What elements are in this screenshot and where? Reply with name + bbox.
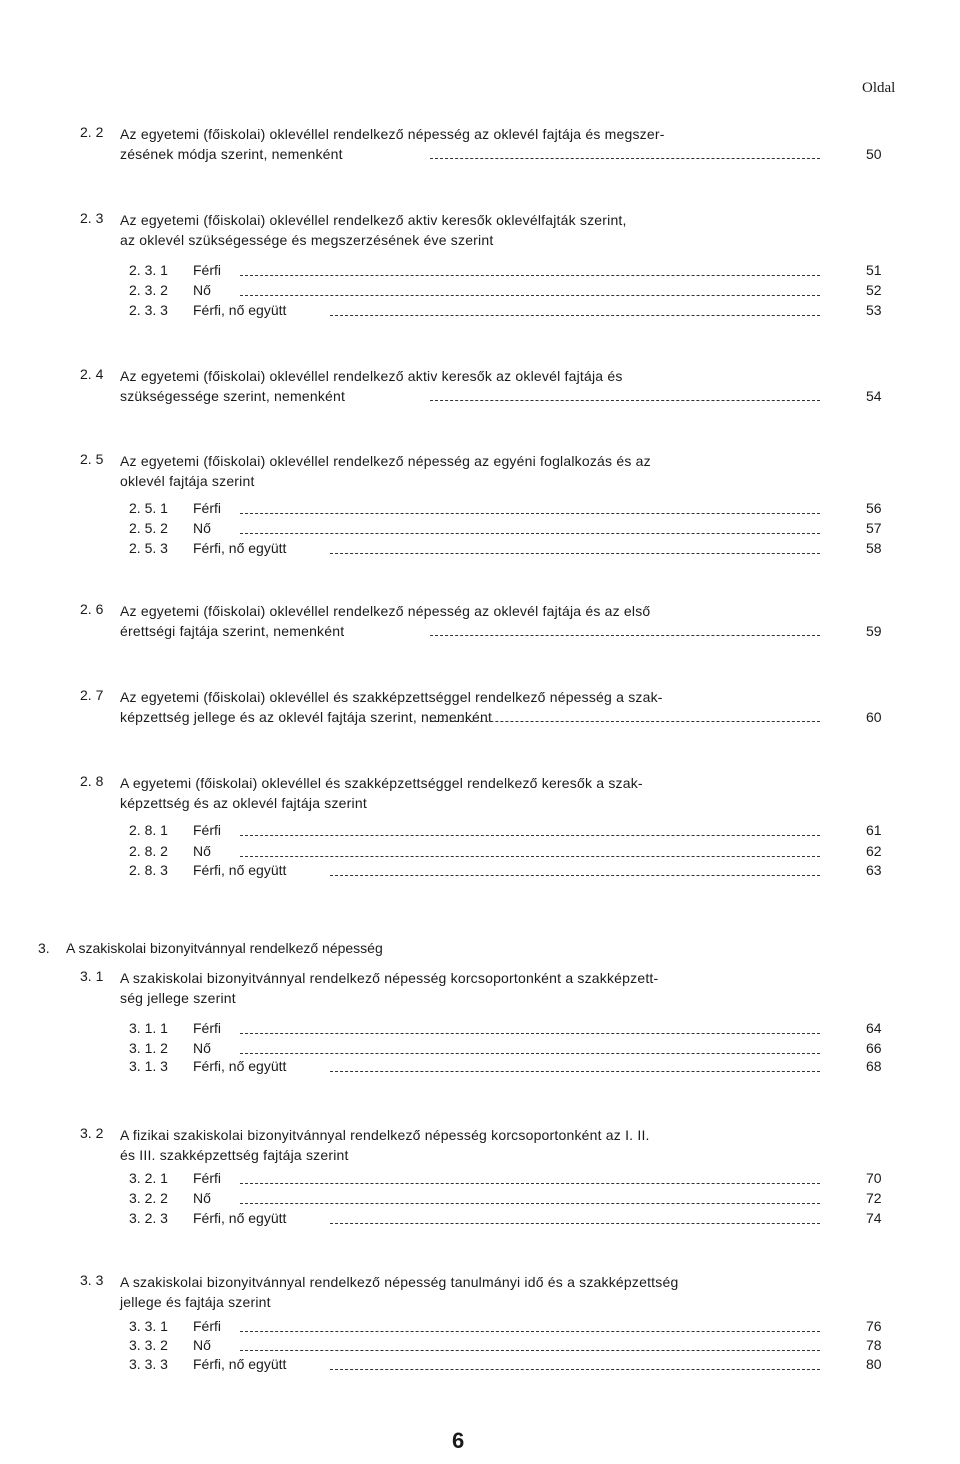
subsection-code: 3. 3. 2 xyxy=(129,1337,168,1353)
subsection-page-number: 62 xyxy=(866,843,882,859)
subsection-label: Nő xyxy=(193,282,211,298)
subsection-code: 3. 1. 3 xyxy=(129,1058,168,1074)
section-title-line: érettségi fajtája szerint, nemenként xyxy=(120,623,345,639)
subsection-page-number: 58 xyxy=(866,540,882,556)
section-title-line: az oklevél szükségessége és megszerzésének éve szerint xyxy=(120,232,494,248)
subsection-label: Férfi, nő együtt xyxy=(193,1210,287,1226)
subsection-code: 3. 2. 1 xyxy=(129,1170,168,1186)
subsection-page-number: 64 xyxy=(866,1020,882,1036)
subsection-page-number: 66 xyxy=(866,1040,882,1056)
subsection-page-number: 80 xyxy=(866,1356,882,1372)
section-title-line: képzettség jellege és az oklevél fajtája szerint, nemenként xyxy=(120,709,493,725)
subsection-code: 3. 2. 3 xyxy=(129,1210,168,1226)
leader-dots xyxy=(240,856,820,857)
leader-dots xyxy=(240,1331,820,1332)
section-number: 3. 3 xyxy=(80,1272,104,1288)
leader-dots xyxy=(430,635,820,636)
subsection-code: 3. 3. 3 xyxy=(129,1356,168,1372)
leader-dots xyxy=(430,158,820,159)
leader-dots xyxy=(330,553,820,554)
leader-dots xyxy=(240,1350,820,1351)
section-title-line: ség jellege szerint xyxy=(120,990,236,1006)
leader-dots xyxy=(240,295,820,296)
section-title-line: A fizikai szakiskolai bizonyitvánnyal rendelkező népesség korcsoportonként az I. II. xyxy=(120,1127,650,1143)
section-title-line: A szakiskolai bizonyitvánnyal rendelkező népesség korcsoportonként a szakképzett- xyxy=(120,970,659,986)
subsection-code: 3. 2. 2 xyxy=(129,1190,168,1206)
section-title-line: jellege és fajtája szerint xyxy=(120,1294,271,1310)
subsection-label: Férfi, nő együtt xyxy=(193,1356,287,1372)
subsection-label: Férfi xyxy=(193,262,221,278)
chapter-number: 3. xyxy=(38,940,50,956)
section-number: 2. 2 xyxy=(80,124,104,140)
subsection-label: Nő xyxy=(193,1040,211,1056)
subsection-code: 2. 3. 2 xyxy=(129,282,168,298)
subsection-page-number: 53 xyxy=(866,302,882,318)
subsection-code: 3. 3. 1 xyxy=(129,1318,168,1334)
section-title-line: Az egyetemi (főiskolai) oklevéllel rendelkező népesség az oklevél fajtája és az első xyxy=(120,603,651,619)
leader-dots xyxy=(240,533,820,534)
section-number: 3. 2 xyxy=(80,1125,104,1141)
subsection-code: 2. 3. 3 xyxy=(129,302,168,318)
subsection-code: 3. 1. 1 xyxy=(129,1020,168,1036)
leader-dots xyxy=(430,400,820,401)
subsection-code: 2. 8. 1 xyxy=(129,822,168,838)
section-number: 2. 6 xyxy=(80,601,104,617)
subsection-code: 3. 1. 2 xyxy=(129,1040,168,1056)
section-page-number: 60 xyxy=(866,709,882,725)
section-title-line: A egyetemi (főiskolai) oklevéllel és szakképzettséggel rendelkező keresők a szak- xyxy=(120,775,643,791)
subsection-label: Férfi xyxy=(193,822,221,838)
leader-dots xyxy=(240,1183,820,1184)
leader-dots xyxy=(330,875,820,876)
leader-dots xyxy=(330,1223,820,1224)
leader-dots xyxy=(330,1369,820,1370)
section-title-line: képzettség és az oklevél fajtája szerint xyxy=(120,795,367,811)
subsection-page-number: 57 xyxy=(866,520,882,536)
section-title-line: A szakiskolai bizonyitvánnyal rendelkező népesség tanulmányi idő és a szakképzettség xyxy=(120,1274,679,1290)
subsection-label: Nő xyxy=(193,1190,211,1206)
leader-dots xyxy=(240,1203,820,1204)
subsection-page-number: 78 xyxy=(866,1337,882,1353)
subsection-page-number: 76 xyxy=(866,1318,882,1334)
section-title-line: és III. szakképzettség fajtája szerint xyxy=(120,1147,349,1163)
subsection-label: Férfi xyxy=(193,1020,221,1036)
section-page-number: 59 xyxy=(866,623,882,639)
subsection-code: 2. 3. 1 xyxy=(129,262,168,278)
subsection-label: Nő xyxy=(193,1337,211,1353)
subsection-page-number: 68 xyxy=(866,1058,882,1074)
subsection-page-number: 56 xyxy=(866,500,882,516)
subsection-page-number: 70 xyxy=(866,1170,882,1186)
section-title-line: Az egyetemi (főiskolai) oklevéllel rendelkező aktiv keresők oklevélfajták szerint, xyxy=(120,212,627,228)
subsection-label: Férfi, nő együtt xyxy=(193,540,287,556)
subsection-label: Férfi xyxy=(193,500,221,516)
subsection-label: Férfi, nő együtt xyxy=(193,862,287,878)
subsection-code: 2. 5. 3 xyxy=(129,540,168,556)
subsection-page-number: 52 xyxy=(866,282,882,298)
subsection-code: 2. 8. 3 xyxy=(129,862,168,878)
subsection-code: 2. 5. 1 xyxy=(129,500,168,516)
subsection-label: Nő xyxy=(193,843,211,859)
subsection-page-number: 74 xyxy=(866,1210,882,1226)
subsection-label: Férfi xyxy=(193,1170,221,1186)
section-title-line: szükségessége szerint, nemenként xyxy=(120,388,346,404)
leader-dots xyxy=(430,721,820,722)
section-page-number: 54 xyxy=(866,388,882,404)
section-page-number: 50 xyxy=(866,146,882,162)
subsection-label: Férfi xyxy=(193,1318,221,1334)
section-title-line: zésének módja szerint, nemenként xyxy=(120,146,343,162)
subsection-label: Férfi, nő együtt xyxy=(193,1058,287,1074)
chapter-title: A szakiskolai bizonyitvánnyal rendelkező népesség xyxy=(66,940,383,956)
subsection-page-number: 61 xyxy=(866,822,882,838)
subsection-page-number: 72 xyxy=(866,1190,882,1206)
subsection-page-number: 63 xyxy=(866,862,882,878)
leader-dots xyxy=(330,315,820,316)
leader-dots xyxy=(240,1033,820,1034)
leader-dots xyxy=(240,275,820,276)
section-number: 2. 8 xyxy=(80,773,104,789)
page-header-oldal: Oldal xyxy=(862,80,896,96)
section-number: 2. 4 xyxy=(80,366,104,382)
section-title-line: Az egyetemi (főiskolai) oklevéllel rendelkező népesség az egyéni foglalkozás és az xyxy=(120,453,651,469)
subsection-code: 2. 5. 2 xyxy=(129,520,168,536)
subsection-page-number: 51 xyxy=(866,262,882,278)
leader-dots xyxy=(240,835,820,836)
leader-dots xyxy=(240,1053,820,1054)
section-title-line: Az egyetemi (főiskolai) oklevéllel rendelkező aktiv keresők az oklevél fajtája és xyxy=(120,368,623,384)
section-title-line: oklevél fajtája szerint xyxy=(120,473,255,489)
page-number: 6 xyxy=(452,1428,465,1453)
section-number: 2. 5 xyxy=(80,451,104,467)
section-title-line: Az egyetemi (főiskolai) oklevéllel rendelkező népesség az oklevél fajtája és megszer- xyxy=(120,126,665,142)
leader-dots xyxy=(330,1071,820,1072)
subsection-code: 2. 8. 2 xyxy=(129,843,168,859)
section-number: 2. 7 xyxy=(80,687,104,703)
subsection-label: Férfi, nő együtt xyxy=(193,302,287,318)
section-number: 3. 1 xyxy=(80,968,104,984)
leader-dots xyxy=(240,513,820,514)
section-number: 2. 3 xyxy=(80,210,104,226)
section-title-line: Az egyetemi (főiskolai) oklevéllel és szakképzettséggel rendelkező népesség a szak- xyxy=(120,689,663,705)
subsection-label: Nő xyxy=(193,520,211,536)
